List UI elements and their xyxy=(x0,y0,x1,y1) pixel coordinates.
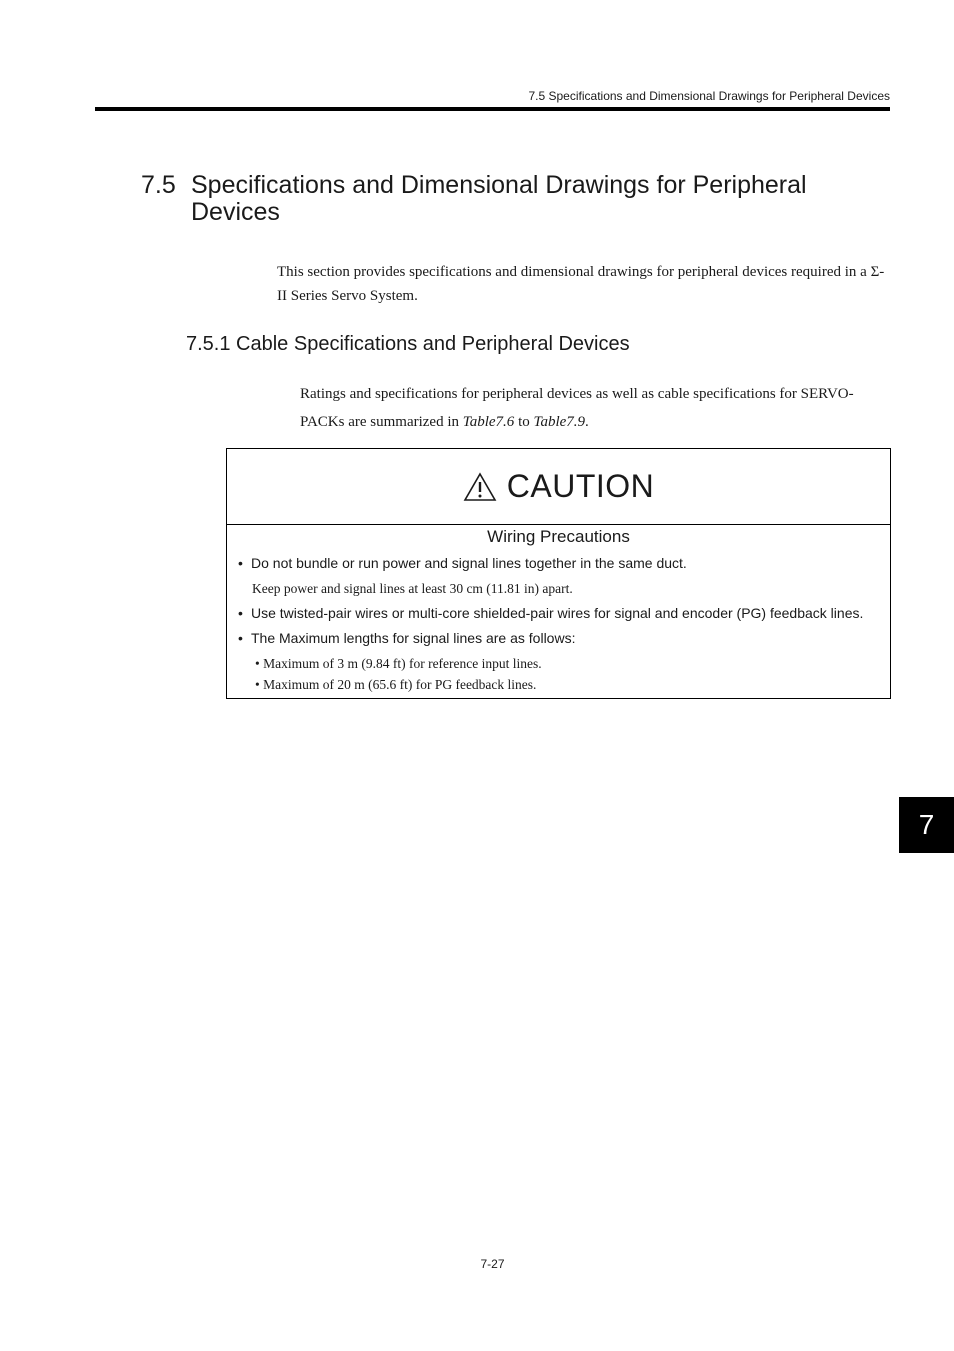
body-paragraph-text: Ratings and specifications for peripheral devices as well as cable specifications for SERVO-PACKs are summarized in xyxy=(300,386,854,430)
table-reference-link[interactable]: Table7.6 xyxy=(462,414,515,430)
precaution-heading: Wiring Precautions xyxy=(487,527,630,546)
caution-box xyxy=(226,448,891,699)
list-item-text: The Maximum lengths for signal lines are as follows: xyxy=(251,630,576,646)
bullet-marker: • xyxy=(238,605,243,621)
list-item-note: Keep power and signal lines at least 30 cm (11.81 in) apart. xyxy=(252,581,573,596)
section-number: 7.5 xyxy=(141,171,176,199)
caution-label: CAUTION xyxy=(506,468,655,504)
intro-paragraph: This section provides specifications and dimensional drawings for peripheral devices required in a Σ-II Series Servo System. xyxy=(277,264,885,304)
sub-list-item: • Maximum of 20 m (65.6 ft) for PG feedback lines. xyxy=(255,677,537,692)
subsection-title: 7.5.1 Cable Specifications and Peripheral Devices xyxy=(186,333,630,355)
list-item-text: Use twisted-pair wires or multi-core shielded-pair wires for signal and encoder (PG) feedback lines. xyxy=(251,605,864,621)
bullet-marker: • xyxy=(238,555,243,571)
sub-list-item: • Maximum of 3 m (9.84 ft) for reference input lines. xyxy=(255,656,542,671)
warning-triangle-icon xyxy=(463,472,497,502)
chapter-tab: 7 xyxy=(899,797,954,853)
list-item-text: Do not bundle or run power and signal lines together in the same duct. xyxy=(251,555,687,571)
body-paragraph-end: . xyxy=(585,414,589,430)
bullet-marker: • xyxy=(238,630,243,646)
table-reference-link[interactable]: Table7.9 xyxy=(533,414,586,430)
body-paragraph xyxy=(300,380,895,436)
running-header: 7.5 Specifications and Dimensional Drawings for Peripheral Devices xyxy=(528,89,890,103)
body-paragraph-connector: to xyxy=(514,414,534,430)
section-title-text: Specifications and Dimensional Drawings for Peripheral Devices xyxy=(191,171,807,226)
page-number: 7-27 xyxy=(480,1257,505,1271)
caution-header xyxy=(227,449,890,525)
header-rule xyxy=(95,107,890,111)
